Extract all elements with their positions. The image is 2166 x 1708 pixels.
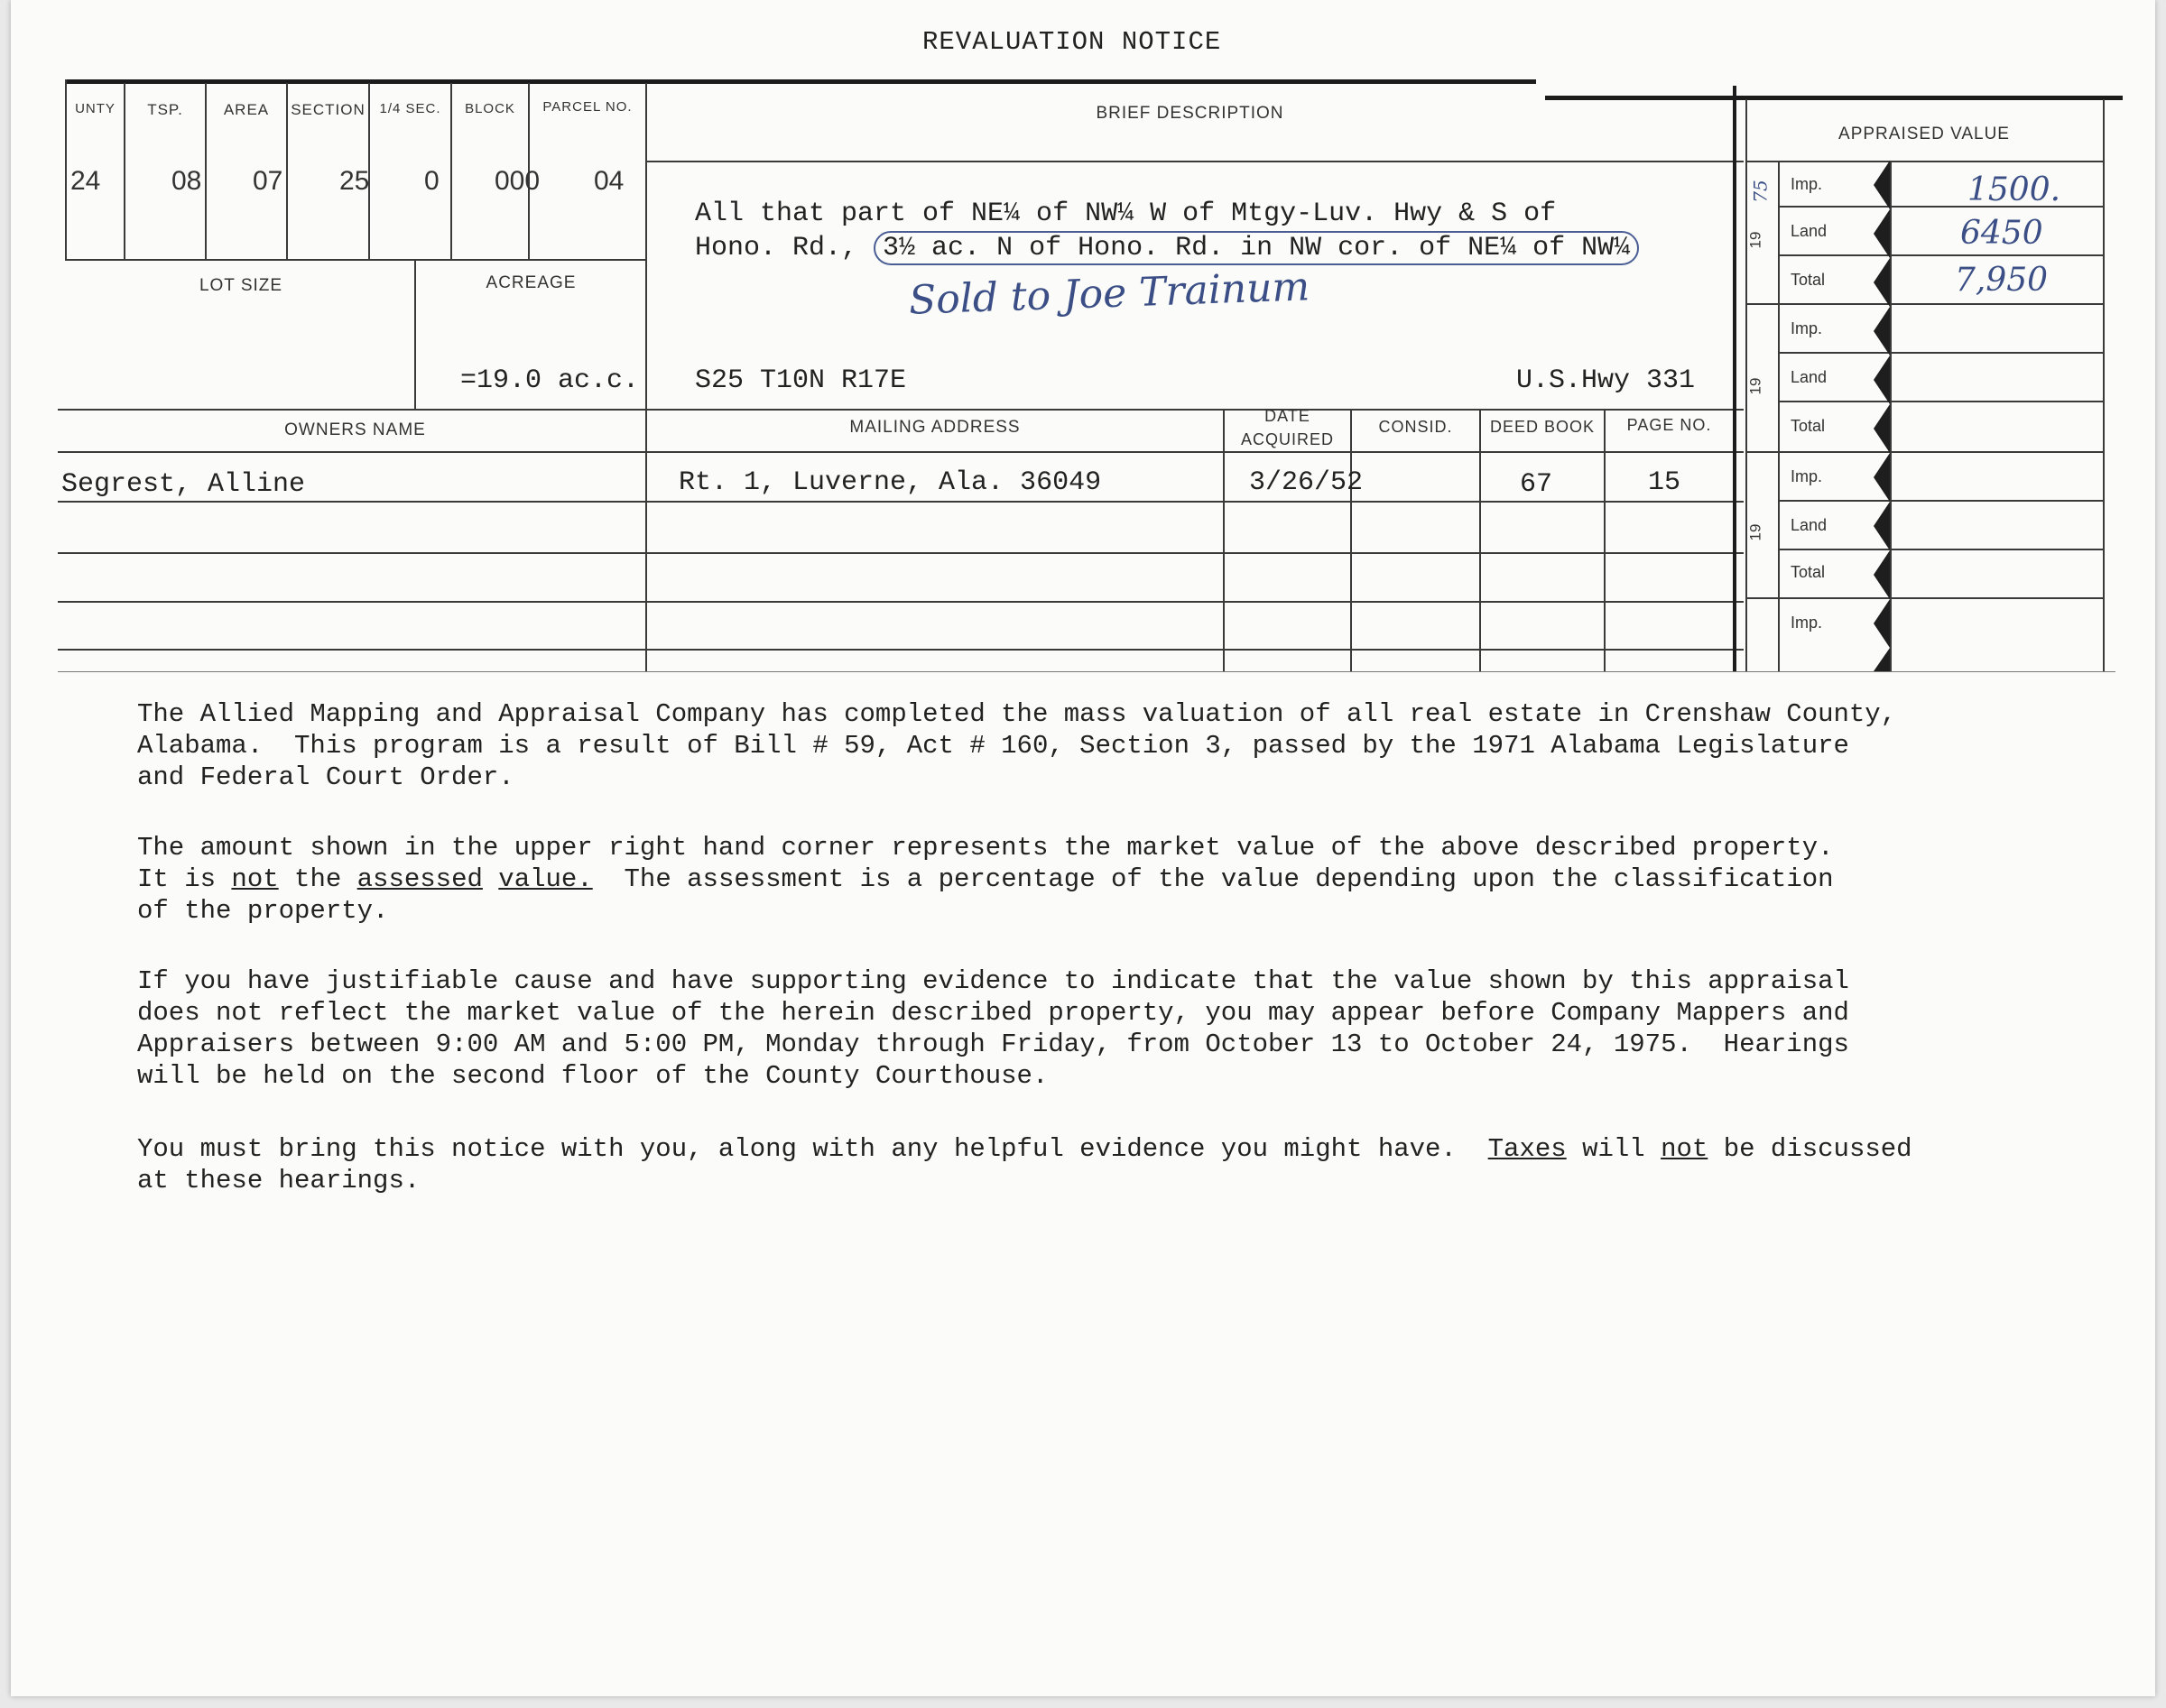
deed-book: 67 <box>1520 469 1553 500</box>
land-label: Land <box>1791 222 1828 240</box>
rule <box>1778 500 2103 502</box>
year-prefix-2: 19 <box>1746 377 1764 395</box>
rule <box>58 649 1744 651</box>
rule <box>1778 352 2103 354</box>
rule <box>58 501 1744 503</box>
acreage-value: =19.0 ac.c. <box>460 365 640 396</box>
quarter-section-value: 0 <box>424 166 440 196</box>
legal-location: S25 T10N R17E <box>695 365 907 396</box>
rule <box>58 552 1744 554</box>
land-label-2: Land <box>1791 368 1828 386</box>
notice-title: REVALUATION NOTICE <box>922 27 1222 57</box>
handwritten-note: Sold to Joe Trainum <box>908 263 1311 324</box>
rule <box>1604 409 1606 671</box>
rule <box>1745 303 2103 305</box>
brief-description-header: BRIEF DESCRIPTION <box>1096 104 1284 123</box>
rule <box>1479 409 1481 671</box>
description-line-1: All that part of NE¼ of NW¼ W of Mtgy-Luv. Hwy & S of <box>695 198 1557 229</box>
rule <box>1745 597 2103 599</box>
total-label-2: Total <box>1791 417 1826 435</box>
deed-book-header: DEED BOOK <box>1489 418 1596 436</box>
imp-label: Imp. <box>1791 175 1823 193</box>
description-line-2: Hono. Rd., 3½ ac. N of Hono. Rd. in NW cor. of NE¼ of NW¼ <box>695 233 1639 263</box>
mailing-address: Rt. 1, Luverne, Ala. 36049 <box>679 467 1102 498</box>
date-acquired: 3/26/52 <box>1249 467 1364 498</box>
township-value: 08 <box>171 166 202 196</box>
parcel-no-header: PARCEL NO. <box>542 99 633 115</box>
land-value: 6450 <box>1960 215 2043 252</box>
block-value: 000 <box>495 166 541 196</box>
paragraph-market-value: The amount shown in the upper right hand corner represents the market value of the above described property. It is not the assessed value. The assessment is a percentage of the value depending upon the classification of the property. <box>137 833 1834 926</box>
county-header: UNTY <box>75 101 116 116</box>
lot-size-header: LOT SIZE <box>199 276 283 295</box>
rule <box>645 83 647 671</box>
rule <box>58 601 1744 603</box>
rule <box>58 451 1744 453</box>
year-prefix-3: 19 <box>1746 523 1764 541</box>
rule <box>1733 86 1736 671</box>
appraisal-top-rule <box>1545 96 2123 100</box>
mailing-address-header: MAILING ADDRESS <box>849 418 1021 437</box>
quarter-section-header: 1/4 SEC. <box>379 101 441 116</box>
county-value: 24 <box>70 166 101 196</box>
total-label: Total <box>1791 271 1826 289</box>
rule <box>1778 401 2103 402</box>
section-header: SECTION <box>291 101 366 118</box>
rule <box>1745 161 2103 162</box>
parcel-no-value: 04 <box>594 166 625 196</box>
imp-label-2: Imp. <box>1791 319 1823 337</box>
land-label-3: Land <box>1791 516 1828 534</box>
rule <box>1778 254 2103 256</box>
appraised-value-header: APPRAISED VALUE <box>1838 125 2010 143</box>
total-label-3: Total <box>1791 563 1826 581</box>
township-header: TSP. <box>147 101 183 118</box>
year-prefix: 19 <box>1746 231 1764 249</box>
rule <box>1350 409 1352 671</box>
page-no: 15 <box>1648 467 1681 498</box>
rule <box>1778 161 1780 671</box>
owners-name-header: OWNERS NAME <box>284 420 426 439</box>
rule <box>1778 549 2103 550</box>
consideration-header: CONSID. <box>1378 418 1453 436</box>
rule <box>58 409 1744 411</box>
rule <box>2103 99 2105 671</box>
notice-sheet <box>11 0 2155 1696</box>
rule <box>65 259 647 261</box>
area-value: 07 <box>253 166 283 196</box>
paragraph-hearings: If you have justifiable cause and have supporting evidence to indicate that the value shown by this appraisal does not reflect the market value of the herein described property, you may appear before Company Mappers and Appraisers between 9:00 AM and 5:00 PM, Monday through Friday, from October 13 to October 24, 1975. Hearings will be held on the second floor of the County Courthouse. <box>137 966 1849 1091</box>
rule <box>647 161 1744 162</box>
date-acquired-header: DATE ACQUIRED <box>1240 407 1334 448</box>
sawtooth-divider <box>1870 161 1892 671</box>
page-no-header: PAGE NO. <box>1626 416 1712 434</box>
acreage-header: ACREAGE <box>486 273 577 292</box>
rule <box>1745 451 2103 453</box>
circled-text: 3½ ac. N of Hono. Rd. in NW cor. of NE¼ of NW¼ <box>874 231 1639 265</box>
rule <box>414 260 416 410</box>
year-handwritten: 75 <box>1749 180 1772 203</box>
imp-value: 1500. <box>1967 171 2061 208</box>
total-value: 7,950 <box>1955 262 2049 299</box>
imp-label-4: Imp. <box>1791 614 1823 632</box>
block-header: BLOCK <box>465 101 515 116</box>
paragraph-program: The Allied Mapping and Appraisal Company has completed the mass valuation of all real estate in Crenshaw County, Alabama. This program is a result of Bill # 59, Act # 160, Section 3, passed by the 1971 Alabama Legislature and Federal Court Order. <box>137 699 1897 792</box>
imp-label-3: Imp. <box>1791 467 1823 485</box>
area-header: AREA <box>223 101 270 118</box>
tear-edge <box>58 671 2115 672</box>
highway: U.S.Hwy 331 <box>1516 365 1696 396</box>
paragraph-bring-notice: You must bring this notice with you, along with any helpful evidence you might have. Taxes will not be discussed at these hearings. <box>137 1134 1912 1196</box>
section-value: 25 <box>339 166 370 196</box>
owner-name: Segrest, Alline <box>61 469 306 500</box>
